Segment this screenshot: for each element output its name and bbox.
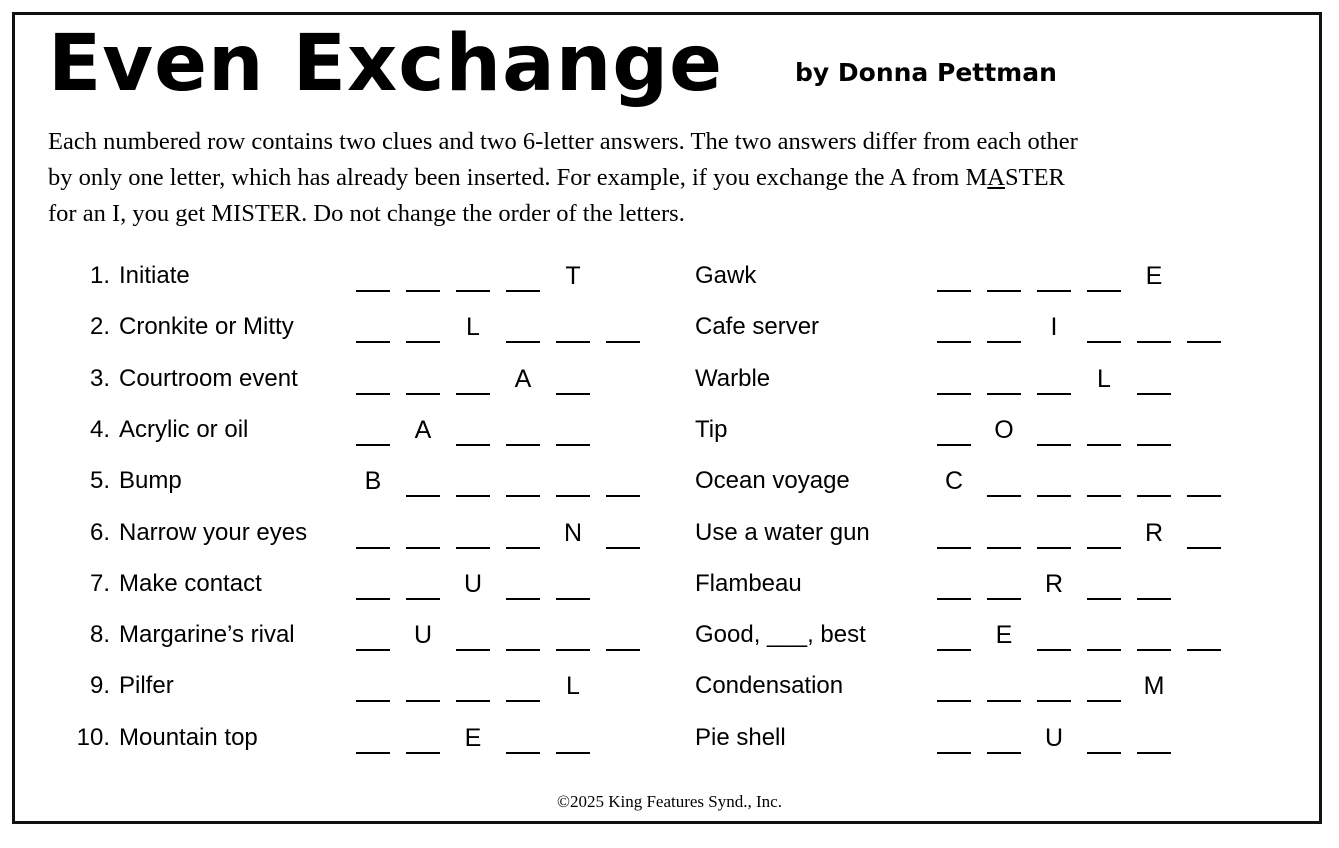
answer-blank[interactable] xyxy=(1187,313,1221,343)
clue-b: Flambeau xyxy=(695,569,802,597)
clue-row xyxy=(0,519,1339,563)
answer-blank[interactable] xyxy=(1087,621,1121,651)
answer-blank[interactable] xyxy=(987,570,1021,600)
answer-blank[interactable] xyxy=(1087,672,1121,702)
answer-blank[interactable] xyxy=(1137,621,1171,651)
answer-blank[interactable] xyxy=(356,724,390,754)
answer-blank[interactable] xyxy=(1137,416,1171,446)
given-letter: A xyxy=(514,364,532,393)
answer-blank[interactable] xyxy=(1037,416,1071,446)
answer-blank[interactable] xyxy=(556,365,590,395)
clue-number: 2. xyxy=(89,313,110,341)
answer-blank[interactable] xyxy=(1087,467,1121,497)
answer-blank[interactable] xyxy=(1187,621,1221,651)
answer-blank[interactable] xyxy=(506,724,540,754)
answer-blank[interactable] xyxy=(456,467,490,497)
answer-blank[interactable] xyxy=(1137,313,1171,343)
clue-b: Condensation xyxy=(695,672,844,700)
answer-blank[interactable] xyxy=(406,313,440,343)
answer-blank[interactable] xyxy=(1037,365,1071,395)
answer-blank[interactable] xyxy=(987,467,1021,497)
given-letter: U xyxy=(463,569,483,598)
clue-row xyxy=(0,467,1339,511)
answer-blank[interactable] xyxy=(1137,467,1171,497)
given-letter: C xyxy=(944,467,964,496)
answer-blank[interactable] xyxy=(456,416,490,446)
answer-blank[interactable] xyxy=(937,313,971,343)
answer-blank[interactable] xyxy=(506,416,540,446)
given-letter: L xyxy=(1097,364,1111,393)
answer-blank[interactable] xyxy=(937,519,971,549)
answer-blank[interactable] xyxy=(987,313,1021,343)
clue-row xyxy=(0,313,1339,357)
instructions-line-1: Each numbered row contains two clues and two 6-letter answers. The two answers differ from each other xyxy=(48,128,1078,155)
answer-blank[interactable] xyxy=(937,570,971,600)
given-letter: E xyxy=(1145,262,1163,290)
answer-blank[interactable] xyxy=(1087,313,1121,343)
clue-b: Pie shell xyxy=(695,723,786,751)
answer-blank[interactable] xyxy=(456,672,490,702)
answer-blank[interactable] xyxy=(556,570,590,600)
clue-a: Pilfer xyxy=(119,672,174,700)
answer-blank[interactable] xyxy=(456,365,490,395)
answer-blank[interactable] xyxy=(406,262,440,292)
answer-blank[interactable] xyxy=(987,672,1021,702)
answer-blank[interactable] xyxy=(406,365,440,395)
instructions-line-2-start: by only one letter, which has already been inserted. For example, if you exchange the A from M xyxy=(48,164,988,191)
answer-blank[interactable] xyxy=(1087,416,1121,446)
instructions-line-2 xyxy=(48,164,1065,191)
instructions xyxy=(48,124,1308,232)
answer-blank[interactable] xyxy=(937,262,971,292)
instructions-line-2-end: STER xyxy=(1004,164,1065,191)
clue-b: Gawk xyxy=(695,262,757,289)
given-letter: B xyxy=(364,467,382,496)
answer-blank[interactable] xyxy=(937,621,971,651)
answer-blank[interactable] xyxy=(406,724,440,754)
answer-blank[interactable] xyxy=(937,365,971,395)
given-letter: I xyxy=(1050,313,1058,342)
answer-blank[interactable] xyxy=(606,519,640,549)
given-letter: O xyxy=(994,415,1014,444)
answer-blank[interactable] xyxy=(406,519,440,549)
clue-row xyxy=(0,262,1339,306)
clue-row xyxy=(0,570,1339,614)
answer-blank[interactable] xyxy=(987,519,1021,549)
answer-blank[interactable] xyxy=(1137,365,1171,395)
answer-blank[interactable] xyxy=(506,570,540,600)
instructions-line-3: for an I, you get MISTER. Do not change the order of the letters. xyxy=(48,200,685,227)
answer-blank[interactable] xyxy=(1037,519,1071,549)
clue-number: 8. xyxy=(89,621,110,649)
clue-a: Acrylic or oil xyxy=(119,415,249,443)
given-letter: R xyxy=(1144,518,1164,547)
clue-b: Warble xyxy=(695,364,771,392)
answer-blank[interactable] xyxy=(1037,621,1071,651)
answer-blank[interactable] xyxy=(506,519,540,549)
underlined-letter: A xyxy=(987,164,1005,191)
answer-blank[interactable] xyxy=(356,262,390,292)
answer-blank[interactable] xyxy=(937,416,971,446)
answer-blank[interactable] xyxy=(1137,724,1171,754)
given-letter: R xyxy=(1044,569,1064,598)
answer-blank[interactable] xyxy=(356,570,390,600)
given-letter: L xyxy=(466,313,480,342)
answer-blank[interactable] xyxy=(556,621,590,651)
byline: by Donna Pettman xyxy=(795,58,1057,87)
clue-number: 3. xyxy=(89,364,110,392)
answer-blank[interactable] xyxy=(356,416,390,446)
clue-row xyxy=(0,621,1339,665)
answer-blank[interactable] xyxy=(506,621,540,651)
answer-blank[interactable] xyxy=(356,519,390,549)
puzzle-title: Even Exchange xyxy=(48,19,723,109)
answer-blank[interactable] xyxy=(1087,570,1121,600)
clue-a: Courtroom event xyxy=(119,364,298,392)
answer-blank[interactable] xyxy=(556,724,590,754)
answer-blank[interactable] xyxy=(406,672,440,702)
clue-number: 7. xyxy=(89,569,110,597)
clue-a: Mountain top xyxy=(119,723,258,751)
answer-blank[interactable] xyxy=(506,467,540,497)
answer-blank[interactable] xyxy=(356,672,390,702)
answer-blank[interactable] xyxy=(937,672,971,702)
clue-b: Ocean voyage xyxy=(695,467,850,495)
copyright: ©2025 King Features Synd., Inc. xyxy=(557,792,782,811)
answer-blank[interactable] xyxy=(1187,519,1221,549)
answer-blank[interactable] xyxy=(1037,467,1071,497)
answer-blank[interactable] xyxy=(556,467,590,497)
clue-b: Use a water gun xyxy=(695,518,870,546)
given-letter: T xyxy=(565,262,581,290)
clue-a: Bump xyxy=(119,467,182,495)
answer-blank[interactable] xyxy=(1087,519,1121,549)
clue-b: Good, ___, best xyxy=(695,621,866,649)
answer-blank[interactable] xyxy=(937,724,971,754)
answer-blank[interactable] xyxy=(987,724,1021,754)
given-letter: U xyxy=(1044,723,1064,752)
answer-blank[interactable] xyxy=(1137,570,1171,600)
clue-b: Tip xyxy=(695,415,728,443)
answer-blank[interactable] xyxy=(1037,262,1071,292)
clue-b: Cafe server xyxy=(695,313,820,341)
clue-a: Make contact xyxy=(119,569,262,597)
given-letter: E xyxy=(995,621,1013,650)
answer-blank[interactable] xyxy=(506,313,540,343)
answer-blank[interactable] xyxy=(606,467,640,497)
answer-blank[interactable] xyxy=(356,621,390,651)
clue-number: 4. xyxy=(89,415,110,443)
given-letter: L xyxy=(566,672,580,701)
given-letter: N xyxy=(563,518,583,547)
given-letter: E xyxy=(464,723,482,752)
given-letter: U xyxy=(413,621,433,650)
answer-blank[interactable] xyxy=(556,313,590,343)
answer-blank[interactable] xyxy=(356,313,390,343)
clue-number: 5. xyxy=(89,467,110,495)
clue-row xyxy=(0,365,1339,409)
answer-blank[interactable] xyxy=(606,621,640,651)
answer-blank[interactable] xyxy=(987,262,1021,292)
answer-blank[interactable] xyxy=(456,621,490,651)
answer-blank[interactable] xyxy=(556,416,590,446)
clue-a: Margarine’s rival xyxy=(119,621,295,649)
given-letter: A xyxy=(414,415,432,444)
clue-a: Narrow your eyes xyxy=(119,518,308,546)
clue-number: 10. xyxy=(76,723,110,751)
answer-blank[interactable] xyxy=(406,570,440,600)
answer-blank[interactable] xyxy=(606,313,640,343)
given-letter: M xyxy=(1143,672,1165,701)
answer-blank[interactable] xyxy=(1187,467,1221,497)
answer-blank[interactable] xyxy=(1087,262,1121,292)
clue-number: 9. xyxy=(89,672,110,700)
answer-blank[interactable] xyxy=(987,365,1021,395)
clue-a: Cronkite or Mitty xyxy=(119,313,294,341)
answer-blank[interactable] xyxy=(456,519,490,549)
answer-blank[interactable] xyxy=(406,467,440,497)
clue-row xyxy=(0,416,1339,460)
answer-blank[interactable] xyxy=(1037,672,1071,702)
clue-row xyxy=(0,724,1339,768)
clue-row xyxy=(0,672,1339,716)
answer-blank[interactable] xyxy=(356,365,390,395)
answer-blank[interactable] xyxy=(506,672,540,702)
clue-number: 6. xyxy=(89,518,110,546)
answer-blank[interactable] xyxy=(506,262,540,292)
answer-blank[interactable] xyxy=(1087,724,1121,754)
clue-a: Initiate xyxy=(119,262,190,289)
clue-number: 1. xyxy=(89,262,110,289)
answer-blank[interactable] xyxy=(456,262,490,292)
